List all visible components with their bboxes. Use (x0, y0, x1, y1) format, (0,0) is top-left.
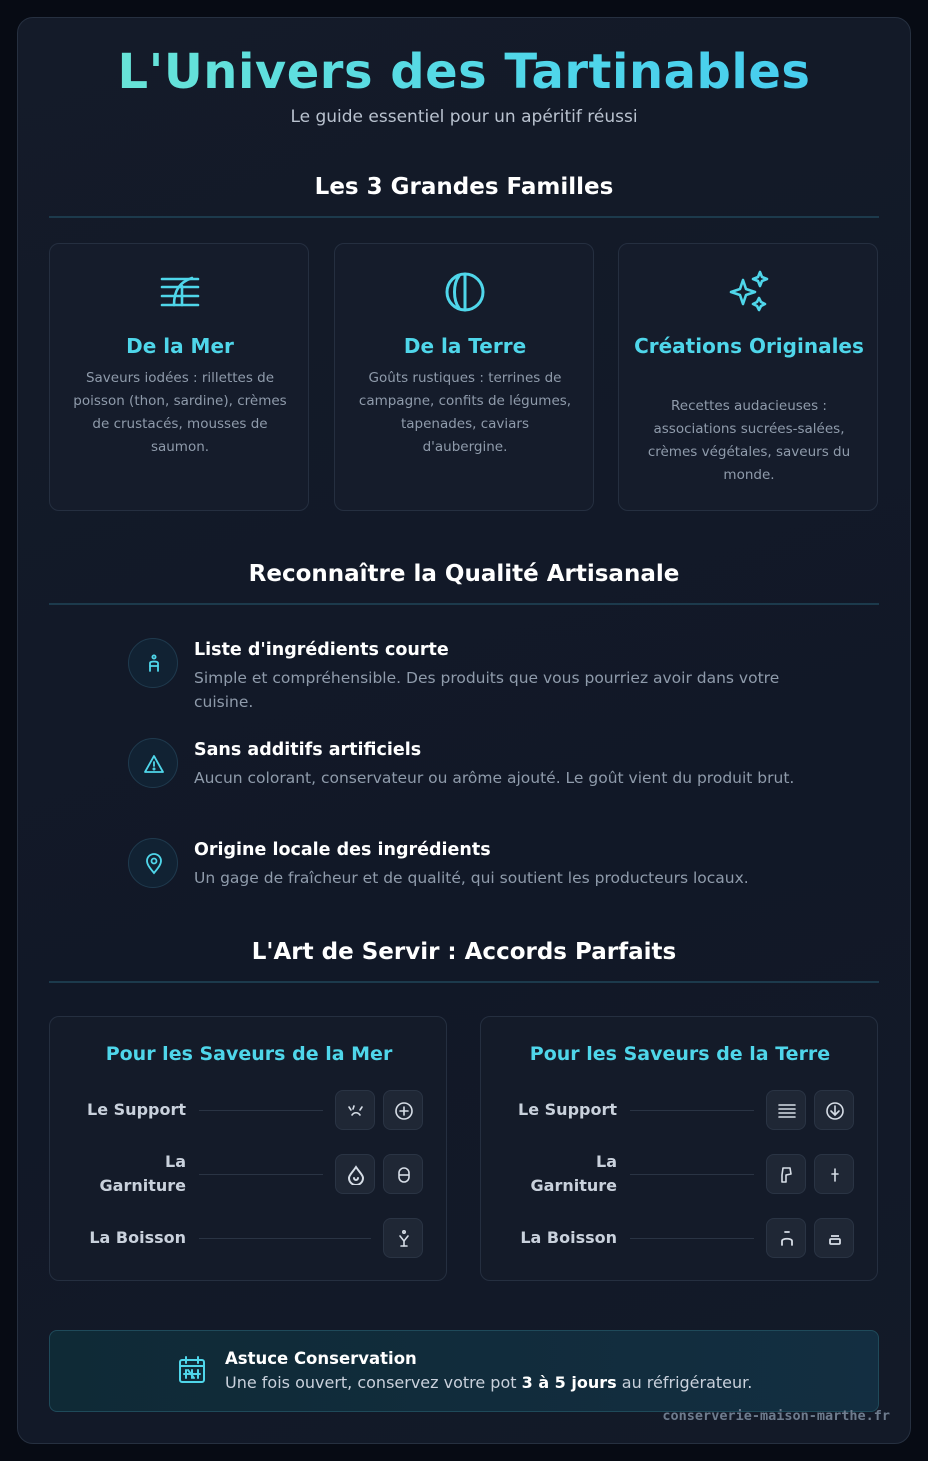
pairing-label: La Boisson (89, 1228, 186, 1247)
pairing-card-mer (49, 1016, 447, 1281)
leader-line (199, 1110, 323, 1111)
fridge-calendar-icon (177, 1355, 207, 1389)
leader-line (630, 1110, 754, 1111)
storage-tip-banner (49, 1330, 879, 1412)
red-wine-icon[interactable] (766, 1218, 806, 1258)
quality-description: Un gage de fraîcheur et de qualité, qui soutient les producteurs locaux. (194, 869, 749, 887)
quality-description: Simple et compréhensible. Des produits que vous pourriez avoir dans votre cuisine. (194, 669, 780, 711)
leader-line (199, 1238, 371, 1239)
leader-line (630, 1174, 754, 1175)
download-circle-icon[interactable] (814, 1090, 854, 1130)
warning-triangle-icon (128, 738, 178, 788)
pairing-card-terre (480, 1016, 878, 1281)
family-name: De la Mer (126, 334, 234, 358)
location-pin-icon (128, 838, 178, 888)
section-divider (49, 981, 879, 983)
leader-line (630, 1238, 754, 1239)
cornichon-icon[interactable] (766, 1154, 806, 1194)
crackers-icon[interactable] (335, 1090, 375, 1130)
families-section-title: Les 3 Grandes Familles (314, 174, 614, 200)
sparkles-icon (727, 270, 771, 314)
herb-icon[interactable] (814, 1154, 854, 1194)
page-title: L'Univers des Tartinables (0, 44, 928, 100)
tip-duration: 3 à 5 jours (521, 1373, 617, 1392)
tip-title: Astuce Conservation (225, 1349, 417, 1368)
pairing-title: Pour les Saveurs de la Terre (529, 1043, 831, 1065)
lemon-drop-icon[interactable] (335, 1154, 375, 1194)
pairing-label: Le Support (87, 1100, 186, 1119)
family-card-terre (334, 243, 594, 511)
family-name: Créations Originales (634, 334, 864, 358)
pairings-section-title: L'Art de Servir : Accords Parfaits (251, 939, 677, 965)
leader-line (199, 1174, 323, 1175)
quality-section-title: Reconnaître la Qualité Artisanale (248, 561, 680, 587)
globe-icon (443, 270, 487, 314)
wine-glass-icon[interactable] (383, 1218, 423, 1258)
quality-title: Liste d'ingrédients courte (194, 640, 449, 660)
capers-icon[interactable] (383, 1154, 423, 1194)
family-description: Recettes audacieuses : associations sucrées-salées, crèmes végétales, saveurs du monde. (647, 398, 851, 483)
family-description: Goûts rustiques : terrines de campagne, confits de légumes, tapenades, caviars d'aubergine. (358, 370, 572, 455)
pairing-title: Pour les Saveurs de la Mer (105, 1043, 393, 1065)
family-name: De la Terre (403, 334, 527, 358)
section-divider (49, 603, 879, 605)
beer-icon[interactable] (814, 1218, 854, 1258)
quality-description: Aucun colorant, conservateur ou arôme ajouté. Le goût vient du produit brut. (194, 769, 795, 787)
family-description: Saveurs iodées : rillettes de poisson (thon, sardine), crèmes de crustacés, mousses de saumon. (73, 370, 287, 455)
bread-slices-icon[interactable] (766, 1090, 806, 1130)
pairing-label: La Garniture (530, 1152, 617, 1195)
pairing-label: La Boisson (520, 1228, 617, 1247)
footer-site-link[interactable]: conserverie-maison-marthe.fr (662, 1408, 890, 1424)
quality-title: Origine locale des ingrédients (194, 840, 491, 860)
family-card-creations (618, 243, 878, 511)
pairing-label: Le Support (518, 1100, 617, 1119)
chef-icon (128, 638, 178, 688)
section-divider (49, 216, 879, 218)
tip-text: Une fois ouvert, conservez votre pot 3 à 5 jours au réfrigérateur. (225, 1373, 753, 1392)
family-card-mer (49, 243, 309, 511)
fish-bones-icon (158, 270, 202, 314)
pairing-label: La Garniture (99, 1152, 186, 1195)
plus-circle-icon[interactable] (383, 1090, 423, 1130)
page-subtitle: Le guide essentiel pour un apéritif réussi (290, 107, 638, 127)
quality-title: Sans additifs artificiels (194, 740, 422, 760)
